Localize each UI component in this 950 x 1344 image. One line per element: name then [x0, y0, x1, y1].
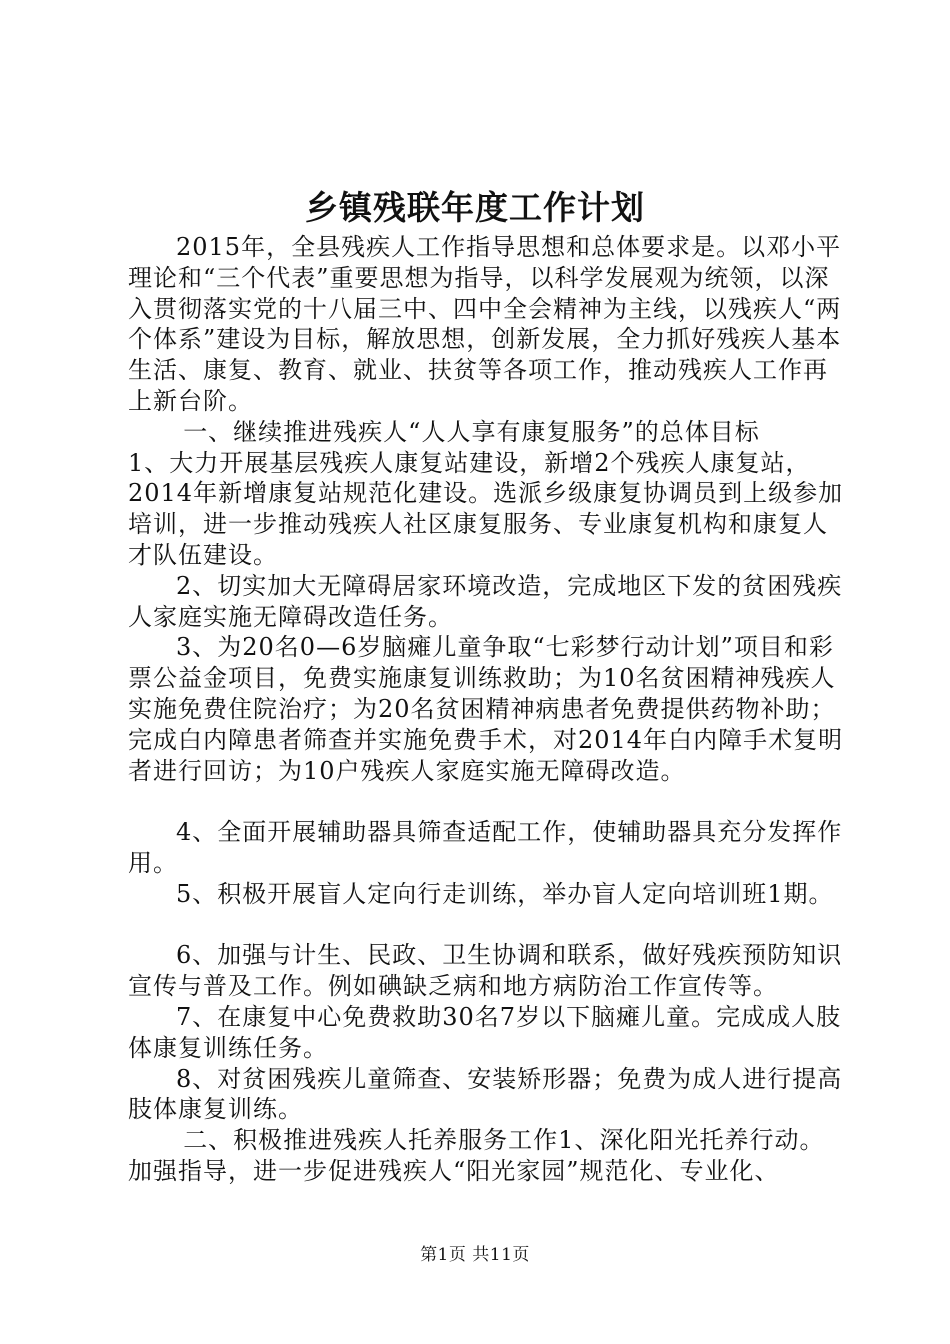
- paragraph-item-6: 6、加强与计生、民政、卫生协调和联系，做好残疾预防知识宣传与普及工作。例如碘缺乏病和地方病防治工作宣传等。: [128, 941, 843, 1001]
- blank-line: [128, 786, 848, 817]
- paragraph-item-7: 7、在康复中心免费救助30名7岁以下脑瘫儿童。完成成人肢体康复训练任务。: [128, 1002, 842, 1062]
- paragraph-item-5: 5、积极开展盲人定向行走训练，举办盲人定向培训班1期。: [176, 879, 834, 908]
- document-title: 乡镇残联年度工作计划: [305, 188, 645, 227]
- paragraph-item-8: 8、对贫困残疾儿童筛查、安装矫形器；免费为成人进行提高肢体康复训练。: [128, 1064, 843, 1124]
- section-heading-2: 二、积极推进残疾人托养服务工作1、深化阳光托养行动。加强指导，进一步促进残疾人“阳光家园”规范化、专业化、: [128, 1126, 825, 1185]
- paragraph-item-2: 2、切实加大无障碍居家环境改造，完成地区下发的贫困残疾人家庭实施无障碍改造任务。: [128, 571, 843, 631]
- paragraph-item-4: 4、全面开展辅助器具筛查适配工作，使辅助器具充分发挥作用。: [128, 818, 843, 877]
- paragraph-item-3: 3、为20名0—6岁脑瘫儿童争取“七彩梦行动计划”项目和彩票公益金项目，免费实施康复训练救助；为10名贫困精神残疾人实施免费住院治疗；为20名贫困精神病患者免费提供药物补助；完成白内障患者筛查并实施免费手术，对2014年白内障手术复明者进行回访；为10户残疾人家庭实施无障碍改造。: [128, 633, 844, 785]
- section-heading-1: 一、继续推进残疾人“人人享有康复服务”的总体目标: [183, 417, 760, 446]
- document-body: [128, 232, 848, 1187]
- page-footer: 第1页 共11页: [420, 1245, 530, 1265]
- blank-line: [128, 910, 848, 941]
- paragraph-item-1: 1、大力开展基层残疾人康复站建设，新增2个残疾人康复站，2014年新增康复站规范化建设。选派乡级康复协调员到上级参加培训，进一步推动残疾人社区康复服务、专业康复机构和康复人才队伍建设。: [128, 448, 844, 569]
- paragraph-intro: 2015年，全县残疾人工作指导思想和总体要求是。以邓小平理论和“三个代表”重要思想为指导，以科学发展观为统领，以深入贯彻落实党的十八届三中、四中全会精神为主线，以残疾人“两个体系”建设为目标，解放思想，创新发展，全力抓好残疾人基本生活、康复、教育、就业、扶贫等各项工作，推动残疾人工作再上新台阶。: [128, 233, 842, 415]
